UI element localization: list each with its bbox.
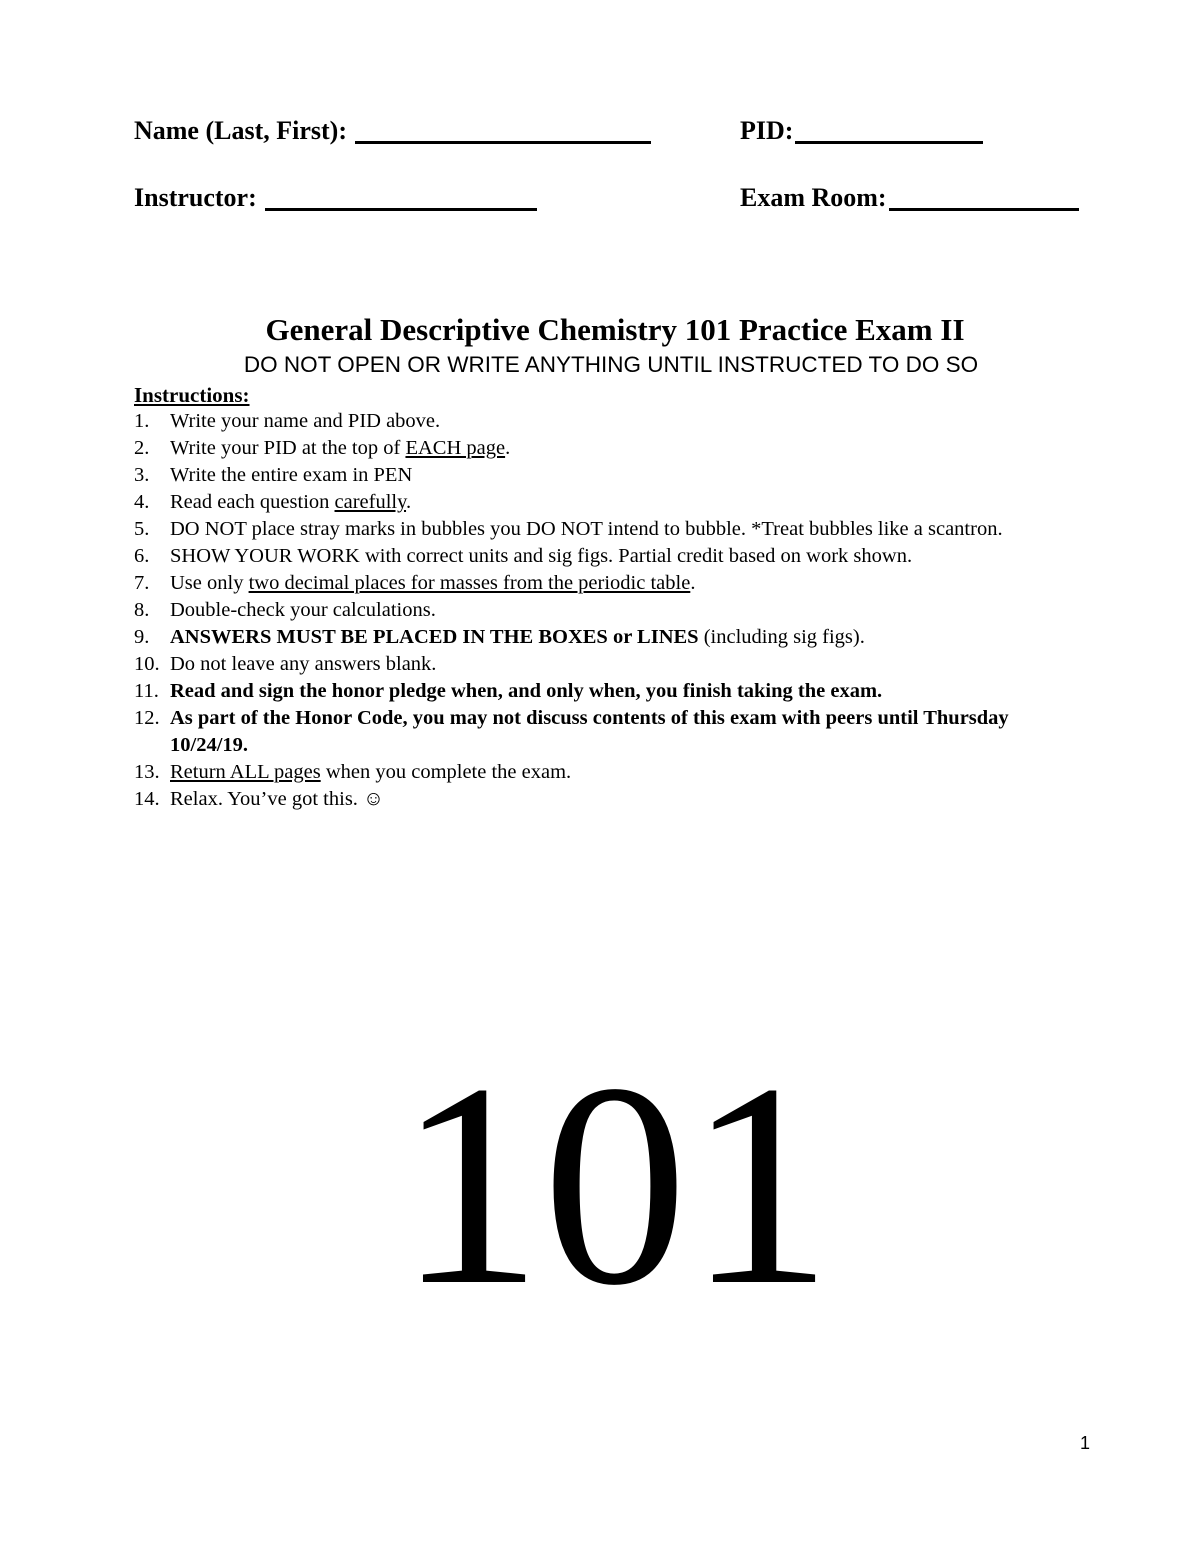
pid-field — [740, 118, 983, 144]
instruction-number: 9. — [134, 626, 150, 648]
exam-room-field — [740, 185, 1079, 211]
instruction-text-part: Write your name and PID above. — [170, 410, 441, 432]
instruction-item — [134, 570, 1064, 597]
pid-label: PID: — [740, 116, 794, 145]
instruction-text-part: Relax. You’ve got this. ☺ — [170, 788, 384, 810]
instruction-text-part: SHOW YOUR WORK with correct units and sig figs. Partial credit based on work shown. — [170, 545, 913, 567]
instruction-number: 7. — [134, 572, 150, 594]
instruction-item — [134, 597, 1064, 624]
instructions-heading: Instructions: — [134, 383, 250, 407]
instructor-label: Instructor: — [134, 183, 257, 212]
instructor-field — [134, 185, 537, 211]
instruction-item — [134, 786, 1064, 813]
instruction-text — [170, 597, 1064, 624]
instruction-text-underlined: two decimal places for masses from the periodic table — [248, 572, 691, 594]
instruction-number: 8. — [134, 599, 150, 621]
instruction-text-bold: As part of the Honor Code, you may not discuss contents of this exam with peers until Thursday 10/24/19. — [170, 707, 1009, 756]
instruction-number: 4. — [134, 491, 150, 513]
instruction-text — [170, 678, 1064, 705]
instruction-item — [134, 408, 1064, 435]
instruction-text-bold: ANSWERS MUST BE PLACED IN THE BOXES or LINES — [170, 626, 699, 648]
instruction-text — [170, 759, 1064, 786]
instruction-text — [170, 786, 1064, 813]
instruction-number: 3. — [134, 464, 150, 486]
instruction-text — [170, 462, 1064, 489]
instruction-text-part: when you complete the exam. — [320, 761, 572, 783]
instruction-item — [134, 489, 1064, 516]
exam-title: General Descriptive Chemistry 101 Practice Exam II — [265, 312, 965, 347]
do-not-open-warning: DO NOT OPEN OR WRITE ANYTHING UNTIL INSTRUCTED TO DO SO — [243, 352, 979, 377]
page-number: 1 — [1080, 1433, 1091, 1453]
instruction-text — [170, 651, 1064, 678]
instruction-item — [134, 435, 1064, 462]
instruction-text-underlined: Return ALL pages — [170, 761, 321, 783]
name-label: Name (Last, First): — [134, 116, 347, 145]
instruction-text-part: (including sig figs). — [698, 626, 865, 648]
instruction-number: 11. — [134, 680, 159, 702]
instruction-item — [134, 759, 1064, 786]
instruction-item — [134, 678, 1064, 705]
instruction-text-part: Do not leave any answers blank. — [170, 653, 437, 675]
name-blank-line — [355, 119, 651, 144]
instruction-text — [170, 705, 1064, 759]
instruction-item — [134, 705, 1064, 759]
instruction-text — [170, 624, 1064, 651]
instruction-text — [170, 516, 1064, 543]
instruction-number: 2. — [134, 437, 150, 459]
instruction-text — [170, 543, 1064, 570]
pid-blank-line — [795, 119, 983, 144]
instruction-text-underlined: EACH page — [405, 437, 506, 459]
instruction-text-part: Read each question — [170, 491, 335, 513]
instructor-blank-line — [265, 186, 537, 211]
instruction-text-part: . — [505, 437, 511, 459]
course-number-display: 101 — [397, 1024, 833, 1345]
instruction-number: 5. — [134, 518, 150, 540]
instruction-item — [134, 543, 1064, 570]
instruction-text-part: . — [690, 572, 696, 594]
instruction-text-part: . — [406, 491, 412, 513]
instruction-number: 12. — [134, 707, 160, 729]
exam-room-label: Exam Room: — [740, 183, 887, 212]
instruction-text — [170, 489, 1064, 516]
exam-room-blank-line — [889, 186, 1079, 211]
instruction-item — [134, 624, 1064, 651]
instruction-number: 1. — [134, 410, 150, 432]
name-field — [134, 118, 651, 144]
instruction-text-underlined: carefully — [334, 491, 407, 513]
instruction-text — [170, 408, 1064, 435]
instruction-item — [134, 516, 1064, 543]
instruction-text-part: Double-check your calculations. — [170, 599, 436, 621]
instruction-item — [134, 651, 1064, 678]
instruction-text-part: Use only — [170, 572, 249, 594]
instruction-number: 13. — [134, 761, 160, 783]
instruction-text-part: Write the entire exam in PEN — [170, 464, 413, 486]
instruction-text-part: DO NOT place stray marks in bubbles you DO NOT intend to bubble. *Treat bubbles like a scantron. — [170, 518, 1003, 540]
instruction-number: 14. — [134, 788, 160, 810]
instruction-text-part: Write your PID at the top of — [170, 437, 406, 459]
instruction-number: 6. — [134, 545, 150, 567]
instruction-number: 10. — [134, 653, 160, 675]
instruction-text — [170, 435, 1064, 462]
instruction-text — [170, 570, 1064, 597]
instruction-item — [134, 462, 1064, 489]
instructions-list — [134, 408, 1064, 813]
instruction-text-bold: Read and sign the honor pledge when, and only when, you finish taking the exam. — [170, 680, 883, 702]
